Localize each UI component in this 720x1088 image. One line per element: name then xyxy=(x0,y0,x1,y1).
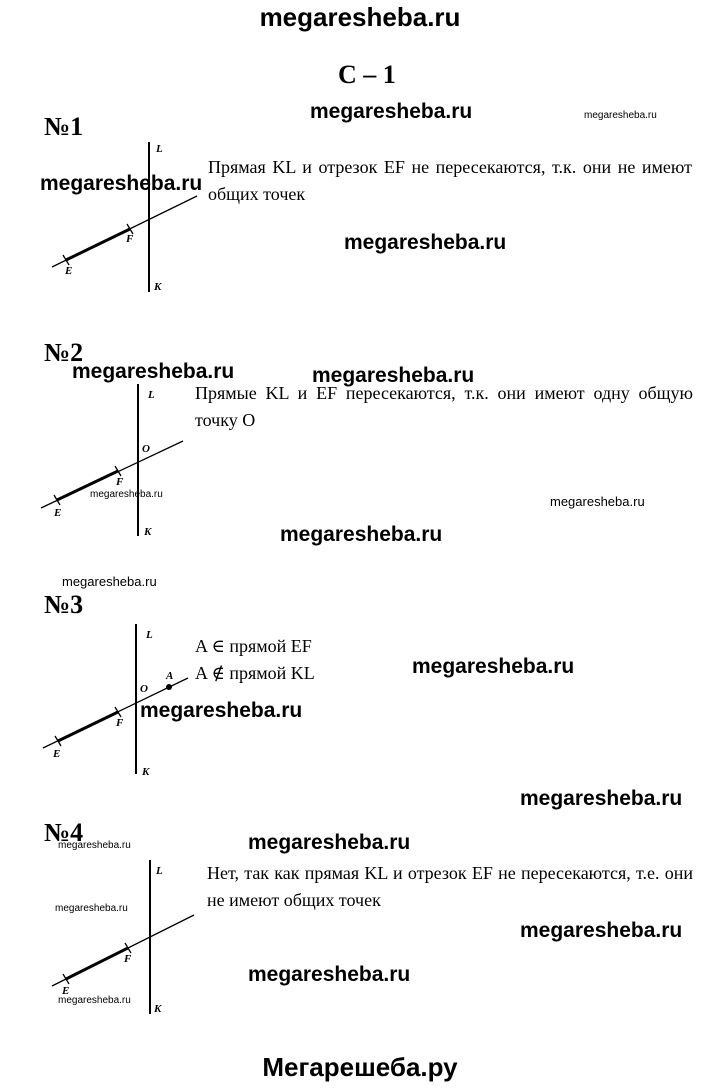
label-o: O xyxy=(140,683,148,695)
label-f: F xyxy=(126,233,134,245)
watermark: megaresheba.ru xyxy=(310,100,473,123)
geometry-figure-1 xyxy=(44,140,214,300)
label-l: L xyxy=(156,143,163,155)
label-l: L xyxy=(146,629,153,641)
point-a xyxy=(166,684,172,690)
watermark: megaresheba.ru xyxy=(280,523,443,546)
section-title: С – 1 xyxy=(338,60,396,89)
label-l: L xyxy=(156,865,163,877)
watermark: megaresheba.ru xyxy=(520,787,683,810)
label-k: K xyxy=(154,1003,162,1015)
watermark: megaresheba.ru xyxy=(55,903,128,914)
label-o: O xyxy=(142,443,150,455)
watermark: megaresheba.ru xyxy=(520,919,683,942)
label-k: K xyxy=(144,526,152,538)
watermark: megaresheba.ru xyxy=(312,364,475,387)
task-number: №2 xyxy=(44,338,84,367)
label-k: K xyxy=(154,281,162,293)
watermark: megaresheba.ru xyxy=(58,840,131,851)
label-k: K xyxy=(142,766,150,778)
watermark: megaresheba.ru xyxy=(40,172,203,195)
geometry-figure-2 xyxy=(38,382,208,542)
label-a: A xyxy=(166,670,174,682)
task-answer-line: A ∉ прямой KL xyxy=(195,663,315,683)
watermark: megaresheba.ru xyxy=(140,699,303,722)
watermark: megaresheba.ru xyxy=(90,489,163,500)
watermark: megaresheba.ru xyxy=(584,110,657,121)
geometry-figure-4 xyxy=(46,858,216,1018)
watermark: megaresheba.ru xyxy=(344,231,507,254)
geometry-figure-3 xyxy=(38,622,208,782)
label-e: E xyxy=(65,265,73,277)
label-e: E xyxy=(62,985,70,997)
task-number: №3 xyxy=(44,590,84,619)
label-e: E xyxy=(53,748,61,760)
watermark: megaresheba.ru xyxy=(248,831,411,854)
segment-ef xyxy=(57,471,118,500)
watermark: megaresheba.ru xyxy=(412,655,575,678)
segment-ef xyxy=(66,229,130,260)
watermark: megaresheba.ru xyxy=(58,995,131,1006)
label-f: F xyxy=(124,953,132,965)
task-answer: Прямые KL и EF пересекаются, т.к. они имеют одну общую точку O xyxy=(195,383,693,430)
label-e: E xyxy=(54,507,62,519)
site-header: megaresheba.ru xyxy=(259,2,461,32)
task-answer: Нет, так как прямая KL и отрезок EF не пересекаются, т.е. они не имеют общих точек xyxy=(207,863,693,910)
task-number: №1 xyxy=(44,112,84,141)
watermark: megaresheba.ru xyxy=(550,494,645,509)
footer-title: Мегарешеба.ру xyxy=(262,1052,458,1082)
watermark: megaresheba.ru xyxy=(62,574,157,589)
label-f: F xyxy=(116,717,124,729)
label-f: F xyxy=(116,476,124,488)
task-answer: Прямая KL и отрезок EF не пересекаются, т.к. они не имеют общих точек xyxy=(208,157,692,204)
task-answer-line: A ∈ прямой EF xyxy=(195,636,312,656)
watermark: megaresheba.ru xyxy=(72,360,235,383)
label-l: L xyxy=(148,389,155,401)
task-number: №4 xyxy=(44,818,84,847)
watermark: megaresheba.ru xyxy=(248,963,411,986)
segment-ef xyxy=(58,712,118,741)
segment-ef xyxy=(66,948,128,979)
